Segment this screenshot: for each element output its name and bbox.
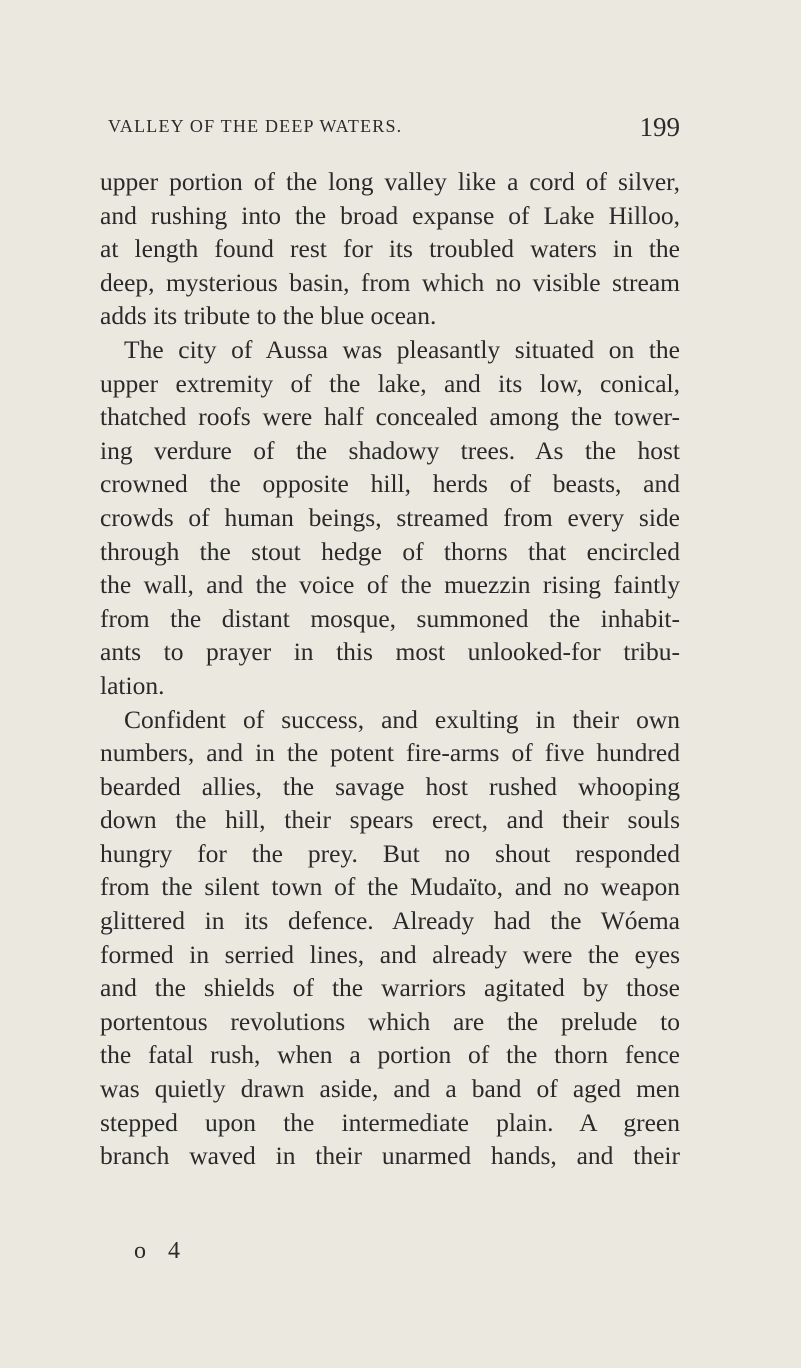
text-line: crowned the opposite hill, herds of beasts, and — [100, 469, 680, 499]
text-line: lation. — [100, 670, 165, 700]
text-line: ing verdure of the shadowy trees. As the host — [100, 435, 680, 465]
body-text — [100, 165, 680, 1173]
text-line: branch waved in their unarmed hands, and their — [100, 1141, 680, 1171]
text-line: and rushing into the broad expanse of Lake Hilloo, — [100, 200, 680, 230]
text-line: the wall, and the voice of the muezzin rising faintly — [100, 570, 680, 600]
text-line: at length found rest for its troubled waters in the — [100, 234, 680, 264]
text-line: adds its tribute to the blue ocean. — [100, 301, 437, 331]
text-line: from the silent town of the Mudaïto, and no weapon — [100, 872, 680, 902]
running-head — [100, 112, 680, 144]
text-line: stepped upon the intermediate plain. A green — [100, 1107, 680, 1137]
text-line: numbers, and in the potent fire-arms of five hundred — [100, 738, 680, 768]
page-number: 199 — [639, 112, 680, 142]
text-line: deep, mysterious basin, from which no visible stream — [100, 267, 680, 297]
text-line: the fatal rush, when a portion of the thorn fence — [100, 1040, 680, 1070]
text-line: through the stout hedge of thorns that encircled — [100, 536, 680, 566]
text-line: The city of Aussa was pleasantly situated on the — [124, 334, 680, 364]
text-line: was quietly drawn aside, and a band of aged men — [100, 1074, 680, 1104]
signature-mark: o 4 — [134, 1238, 188, 1264]
text-line: portentous revolutions which are the prelude to — [100, 1006, 680, 1036]
text-line: Confident of success, and exulting in their own — [124, 704, 680, 734]
text-line: formed in serried lines, and already were the eyes — [100, 939, 680, 969]
text-line: thatched roofs were half concealed among the tower- — [100, 402, 680, 432]
text-line: from the distant mosque, summoned the inhabit- — [100, 603, 680, 633]
text-line: bearded allies, the savage host rushed whooping — [100, 771, 680, 801]
text-line: down the hill, their spears erect, and their souls — [100, 805, 680, 835]
text-line: glittered in its defence. Already had the Wóema — [100, 906, 680, 936]
text-line: upper portion of the long valley like a cord of silver, — [100, 167, 680, 196]
text-line: crowds of human beings, streamed from every side — [100, 502, 680, 532]
text-line: upper extremity of the lake, and its low, conical, — [100, 368, 680, 398]
text-line: and the shields of the warriors agitated by those — [100, 973, 680, 1003]
text-line: ants to prayer in this most unlooked-for tribu- — [100, 637, 680, 667]
running-title: VALLEY OF THE DEEP WATERS. — [108, 116, 403, 136]
text-line: hungry for the prey. But no shout responded — [100, 838, 680, 868]
